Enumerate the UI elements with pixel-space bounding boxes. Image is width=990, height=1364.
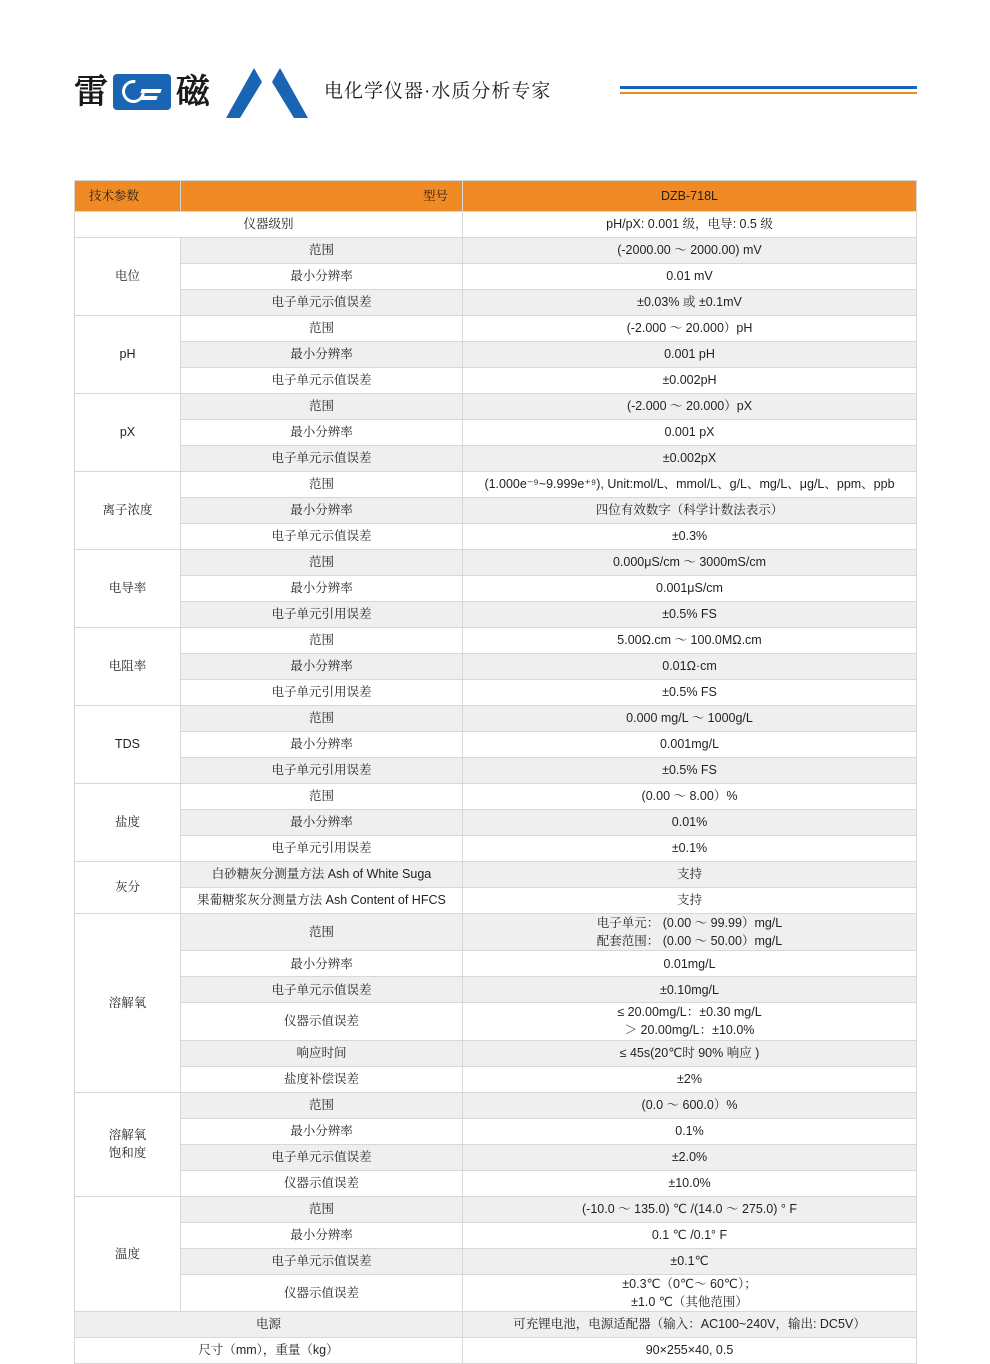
row-value: ±0.5% FS — [463, 680, 917, 706]
table-row — [75, 472, 917, 498]
row-value: 0.1 ℃ /0.1° F — [463, 1222, 917, 1248]
row-value: ±2% — [463, 1066, 917, 1092]
row-value: 支持 — [463, 862, 917, 888]
row-value: (-2.000 ～ 20.000）pX — [463, 394, 917, 420]
row-group-label: pX — [75, 394, 181, 472]
row-sublabel: 范围 — [181, 238, 463, 264]
table-row — [75, 862, 917, 888]
page-header — [0, 58, 990, 128]
row-sublabel: 仪器示值误差 — [181, 1003, 463, 1040]
table-row — [75, 368, 917, 394]
row-group-label: 灰分 — [75, 862, 181, 914]
logo-mark-icon — [113, 74, 171, 110]
row-sublabel: 电子单元示值误差 — [181, 524, 463, 550]
table-row — [75, 1040, 917, 1066]
table-row — [75, 550, 917, 576]
table-row — [75, 576, 917, 602]
table-row — [75, 264, 917, 290]
table-row — [75, 628, 917, 654]
table-row — [75, 1222, 917, 1248]
row-sublabel: 范围 — [181, 394, 463, 420]
row-sublabel: 最小分辨率 — [181, 951, 463, 977]
table-row — [75, 1311, 917, 1337]
table-row — [75, 1274, 917, 1311]
row-value: 电子单元： (0.00 ～ 99.99）mg/L 配套范围： (0.00 ～ 50.00）mg/L — [463, 914, 917, 951]
row-sublabel: 最小分辨率 — [181, 342, 463, 368]
row-value: 0.01Ω·cm — [463, 654, 917, 680]
row-value: 支持 — [463, 888, 917, 914]
row-sublabel: 电子单元示值误差 — [181, 1144, 463, 1170]
row-sublabel: 电子单元示值误差 — [181, 1248, 463, 1274]
row-label: 仪器级别 — [75, 212, 463, 238]
table-row — [75, 654, 917, 680]
row-sublabel: 范围 — [181, 1092, 463, 1118]
spec-table — [74, 180, 917, 1364]
table-row — [75, 1092, 917, 1118]
table-row — [75, 836, 917, 862]
row-value: ±0.5% FS — [463, 758, 917, 784]
row-value: 0.001mg/L — [463, 732, 917, 758]
logo-char-right: 磁 — [176, 72, 210, 112]
row-value: 0.01mg/L — [463, 951, 917, 977]
row-value: ±0.002pX — [463, 446, 917, 472]
table-row — [75, 784, 917, 810]
row-value: ±2.0% — [463, 1144, 917, 1170]
row-value: (1.000e⁻⁹~9.999e⁺⁹), Unit:mol/L、mmol/L、g/L、mg/L、μg/L、ppm、ppb — [463, 472, 917, 498]
row-sublabel: 响应时间 — [181, 1040, 463, 1066]
row-value: ±0.1℃ — [463, 1248, 917, 1274]
row-group-label: 溶解氧 — [75, 914, 181, 1093]
table-row — [75, 394, 917, 420]
row-sublabel: 最小分辨率 — [181, 498, 463, 524]
table-row — [75, 706, 917, 732]
row-value: 0.01 mV — [463, 264, 917, 290]
table-row — [75, 680, 917, 706]
table-row — [75, 888, 917, 914]
row-group-label: 电阻率 — [75, 628, 181, 706]
row-value: 0.000μS/cm ～ 3000mS/cm — [463, 550, 917, 576]
row-sublabel: 最小分辨率 — [181, 810, 463, 836]
row-value: (-2.000 ～ 20.000）pH — [463, 316, 917, 342]
row-value: ±10.0% — [463, 1170, 917, 1196]
table-row — [75, 446, 917, 472]
row-group-label: 电位 — [75, 238, 181, 316]
table-row — [75, 914, 917, 951]
row-group-label: 离子浓度 — [75, 472, 181, 550]
header-rule — [620, 86, 917, 96]
row-sublabel: 电子单元示值误差 — [181, 368, 463, 394]
table-row — [75, 732, 917, 758]
logo-char-left: 雷 — [74, 72, 108, 112]
row-sublabel: 盐度补偿误差 — [181, 1066, 463, 1092]
row-sublabel: 电子单元引用误差 — [181, 680, 463, 706]
row-value: (-2000.00 ～ 2000.00) mV — [463, 238, 917, 264]
table-header-row — [75, 181, 917, 212]
row-value: ±0.002pH — [463, 368, 917, 394]
table-row — [75, 977, 917, 1003]
row-value: (0.00 ～ 8.00）% — [463, 784, 917, 810]
row-value: 0.01% — [463, 810, 917, 836]
row-group-label: pH — [75, 316, 181, 394]
row-sublabel: 范围 — [181, 316, 463, 342]
row-sublabel: 范围 — [181, 1196, 463, 1222]
table-row — [75, 1144, 917, 1170]
table-row — [75, 342, 917, 368]
row-value: 四位有效数字（科学计数法表示） — [463, 498, 917, 524]
row-sublabel: 白砂糖灰分测量方法 Ash of White Suga — [181, 862, 463, 888]
row-value: 90×255×40, 0.5 — [463, 1337, 917, 1363]
row-group-label: 温度 — [75, 1196, 181, 1311]
table-row — [75, 810, 917, 836]
header-param-label: 技术参数 — [75, 181, 181, 212]
row-value: ±0.3℃（0℃～ 60℃）； ±1.0 ℃（其他范围） — [463, 1274, 917, 1311]
row-value: 0.001 pX — [463, 420, 917, 446]
row-sublabel: 最小分辨率 — [181, 732, 463, 758]
table-row — [75, 1066, 917, 1092]
table-row — [75, 290, 917, 316]
row-sublabel: 最小分辨率 — [181, 420, 463, 446]
brand-logo — [74, 64, 210, 120]
table-row — [75, 1337, 917, 1363]
table-row — [75, 1118, 917, 1144]
row-group-label: 电导率 — [75, 550, 181, 628]
row-sublabel: 电子单元引用误差 — [181, 836, 463, 862]
brand-tagline: 电化学仪器·水质分析专家 — [324, 81, 552, 102]
row-group-label: TDS — [75, 706, 181, 784]
row-sublabel: 范围 — [181, 784, 463, 810]
table-row — [75, 1003, 917, 1040]
row-value: 5.00Ω.cm ～ 100.0MΩ.cm — [463, 628, 917, 654]
row-sublabel: 电子单元示值误差 — [181, 446, 463, 472]
table-row — [75, 1248, 917, 1274]
table-row — [75, 951, 917, 977]
row-sublabel: 范围 — [181, 706, 463, 732]
row-value: ±0.1% — [463, 836, 917, 862]
row-value: ±0.3% — [463, 524, 917, 550]
table-row — [75, 212, 917, 238]
row-group-label: 溶解氧 饱和度 — [75, 1092, 181, 1196]
table-row — [75, 758, 917, 784]
spec-table-wrap — [74, 180, 916, 1364]
row-value: ≤ 45s(20℃时 90% 响应 ) — [463, 1040, 917, 1066]
row-sublabel: 范围 — [181, 628, 463, 654]
row-sublabel: 范围 — [181, 914, 463, 951]
row-sublabel: 最小分辨率 — [181, 264, 463, 290]
row-sublabel: 电子单元引用误差 — [181, 602, 463, 628]
row-sublabel: 仪器示值误差 — [181, 1170, 463, 1196]
row-sublabel: 果葡糖浆灰分测量方法 Ash Content of HFCS — [181, 888, 463, 914]
row-value: 可充锂电池，电源适配器（输入：AC100~240V，输出: DC5V） — [463, 1311, 917, 1337]
row-value: ±0.03% 或 ±0.1mV — [463, 290, 917, 316]
row-value: 0.000 mg/L ～ 1000g/L — [463, 706, 917, 732]
row-sublabel: 电子单元示值误差 — [181, 977, 463, 1003]
table-row — [75, 238, 917, 264]
table-row — [75, 316, 917, 342]
table-row — [75, 420, 917, 446]
row-value: ±0.5% FS — [463, 602, 917, 628]
row-value: (-10.0 ～ 135.0) ℃ /(14.0 ～ 275.0) ° F — [463, 1196, 917, 1222]
row-sublabel: 范围 — [181, 550, 463, 576]
row-group-label: 盐度 — [75, 784, 181, 862]
row-sublabel: 最小分辨率 — [181, 1222, 463, 1248]
row-sublabel: 电子单元示值误差 — [181, 290, 463, 316]
row-value: ≤ 20.00mg/L：±0.30 mg/L ＞ 20.00mg/L：±10.0% — [463, 1003, 917, 1040]
table-row — [75, 498, 917, 524]
row-sublabel: 电子单元引用误差 — [181, 758, 463, 784]
table-row — [75, 524, 917, 550]
table-row — [75, 1170, 917, 1196]
row-label: 电源 — [75, 1311, 463, 1337]
row-sublabel: 最小分辨率 — [181, 654, 463, 680]
table-row — [75, 1196, 917, 1222]
row-value: 0.001μS/cm — [463, 576, 917, 602]
row-value: 0.001 pH — [463, 342, 917, 368]
table-row — [75, 602, 917, 628]
row-sublabel: 最小分辨率 — [181, 576, 463, 602]
row-sublabel: 范围 — [181, 472, 463, 498]
row-label: 尺寸（mm），重量（kg） — [75, 1337, 463, 1363]
row-value: ±0.10mg/L — [463, 977, 917, 1003]
header-model-label: 型号 — [181, 181, 463, 212]
x-emblem-icon — [224, 60, 310, 122]
row-value: 0.1% — [463, 1118, 917, 1144]
row-sublabel: 仪器示值误差 — [181, 1274, 463, 1311]
header-model-value: DZB-718L — [463, 181, 917, 212]
row-sublabel: 最小分辨率 — [181, 1118, 463, 1144]
row-value: (0.0 ～ 600.0）% — [463, 1092, 917, 1118]
row-value: pH/pX: 0.001 级，电导: 0.5 级 — [463, 212, 917, 238]
